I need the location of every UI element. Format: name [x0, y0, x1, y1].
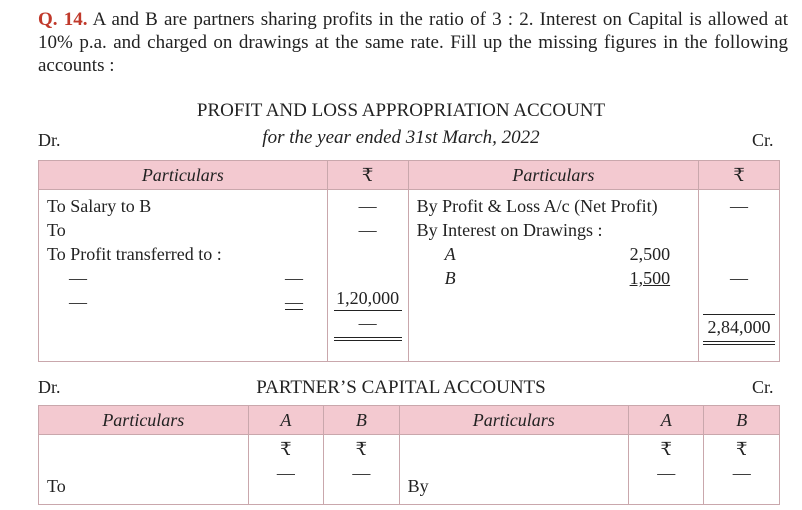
pl-header-amount-left: ₹ [327, 161, 408, 190]
pl-credit-sub-b: B 1,500 [444, 268, 671, 288]
pl-credit-total: 2,84,000 [703, 314, 775, 345]
cap-debit-a [248, 435, 323, 505]
cap-cr-label: Cr. [752, 377, 774, 397]
pl-debit-amount-2: — [358, 220, 377, 240]
pl-credit-net-profit: By Profit & Loss A/c (Net Profit) [416, 196, 658, 216]
pl-header-particulars-left: Particulars [39, 161, 328, 190]
pl-debit-sub-b: — — [69, 292, 303, 312]
question-body: A and B are partners sharing profits in the ratio of 3 : 2. Interest on Capital is allowed at 10% p.a. and charged on drawings at the same rate. Fill up the missing figures in the following accounts : [38, 9, 789, 76]
pl-credit-amount-1: — [730, 196, 749, 216]
cap-debit-b-currency: ₹ [355, 439, 368, 459]
cap-credit-b [704, 435, 780, 505]
capital-accounts-table [38, 405, 780, 505]
cap-header-a-right: A [629, 406, 704, 435]
pl-debit-profit-transferred: To Profit transferred to : [47, 244, 222, 264]
pl-header-particulars-right: Particulars [408, 161, 699, 190]
pl-account-title: PROFIT AND LOSS APPROPRIATION ACCOUNT [196, 100, 606, 121]
pl-header-amount-right: ₹ [699, 161, 780, 190]
cap-debit-a-amount: — [276, 463, 295, 483]
pl-debit-salary: To Salary to B [47, 196, 152, 216]
cap-credit-b-amount: — [732, 463, 751, 483]
cap-debit-to: To [47, 476, 66, 496]
pl-credit-sub-a: A 2,500 [444, 244, 671, 264]
pl-credit-interest-drawings: By Interest on Drawings : [416, 220, 603, 240]
pl-cr-label: Cr. [752, 130, 774, 150]
pl-debit-amount-1: — [358, 196, 377, 216]
pl-dr-label: Dr. [38, 130, 61, 150]
cap-debit-b [324, 435, 399, 505]
pl-debit-amounts [327, 190, 408, 362]
cap-credit-a-amount: — [657, 463, 676, 483]
cap-dr-label: Dr. [38, 377, 61, 397]
capital-account-title: PARTNER’S CAPITAL ACCOUNTS [256, 377, 546, 398]
pl-debit-to: To [47, 220, 66, 240]
pl-debit-sub-a: — — [69, 268, 303, 288]
cap-header-particulars-right: Particulars [399, 406, 628, 435]
cap-credit-b-currency: ₹ [736, 439, 748, 459]
cap-header-particulars-left: Particulars [39, 406, 249, 435]
pl-credit-amounts [699, 190, 780, 362]
cap-credit-particulars [399, 435, 628, 505]
pl-credit-amount-2: — [730, 268, 749, 288]
cap-header-b-right: B [704, 406, 780, 435]
cap-credit-a-currency: ₹ [660, 439, 672, 459]
cap-debit-a-currency: ₹ [280, 439, 292, 459]
pl-debit-total: 1,20,000 [336, 288, 400, 308]
cap-credit-by: By [407, 476, 429, 496]
cap-credit-a [629, 435, 704, 505]
pl-account-subtitle: for the year ended 31st March, 2022 [262, 127, 540, 148]
cap-header-b-left: B [324, 406, 399, 435]
pl-credit-particulars [408, 190, 699, 362]
cap-debit-b-amount: — [352, 463, 371, 483]
pl-debit-particulars [39, 190, 328, 362]
question-text [38, 8, 788, 77]
cap-header-a-left: A [248, 406, 323, 435]
cap-debit-particulars [39, 435, 249, 505]
pl-debit-grand-total: — [334, 310, 402, 341]
question-number: Q. 14. [38, 9, 88, 30]
pl-appropriation-table [38, 160, 780, 362]
